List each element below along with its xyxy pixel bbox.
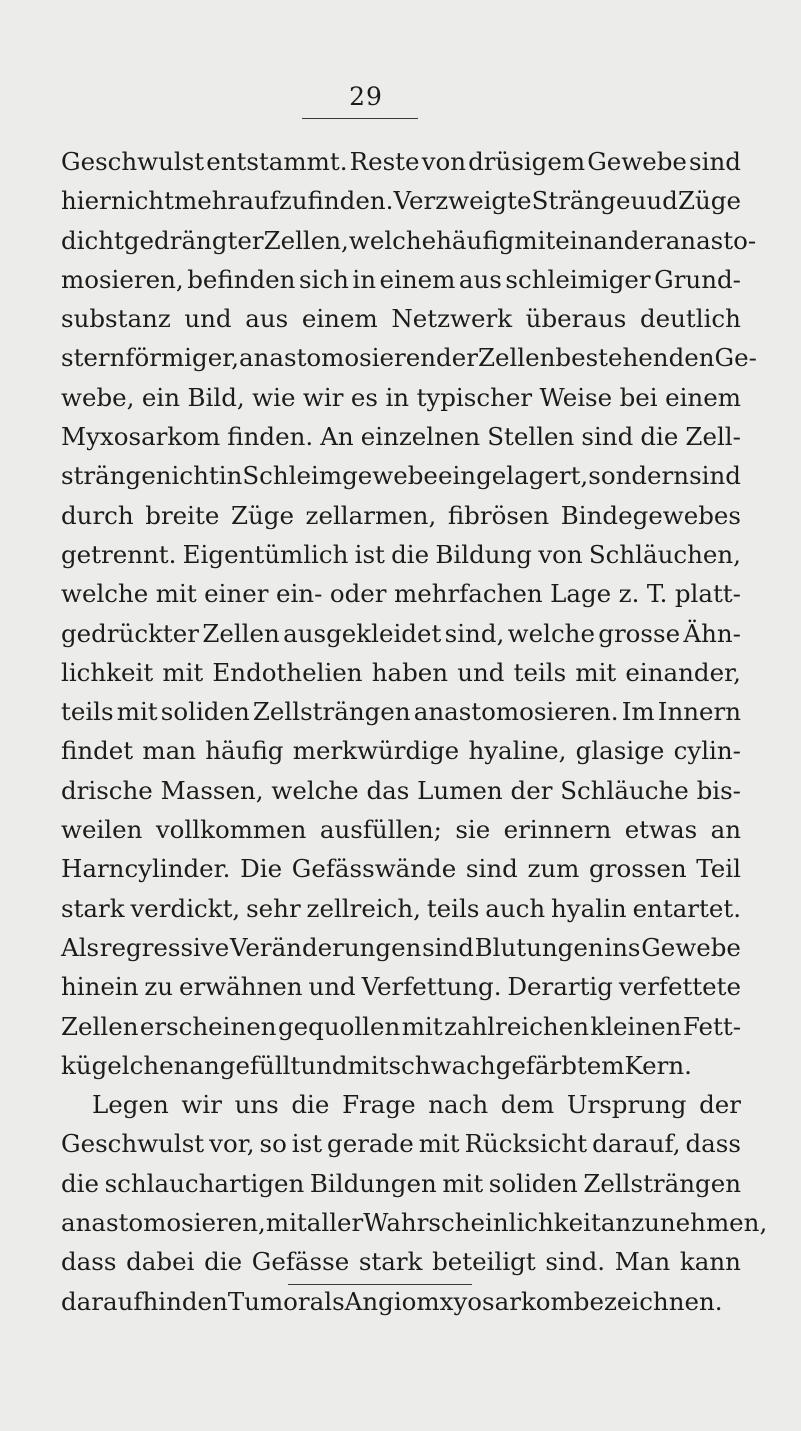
word: finden. [227,422,314,452]
word: Fett- [682,1011,741,1041]
text-line [61,889,741,928]
word: ausgekleidet [283,618,442,648]
word: mit [347,1050,389,1080]
word: Man [614,1247,671,1277]
word: dass [61,1247,117,1277]
word: Angiomxyosarkom [344,1286,574,1316]
text-line [61,338,757,377]
text-line [61,417,741,456]
word: sehr [246,893,301,923]
word: oder [329,579,387,609]
word: Ge- [714,343,757,373]
word: Grund- [654,264,741,294]
word: ausfüllen; [319,815,442,845]
word: Rücksicht [464,1129,588,1159]
word: häufig [205,736,284,766]
word: deutlich [639,304,741,334]
word: einem [665,382,741,412]
word: mit [116,697,158,727]
word: Züge [230,500,294,530]
word: Im [621,697,655,727]
word: nicht [155,461,219,491]
word: Frage [342,1090,416,1120]
word: anzunehmen, [600,1208,768,1238]
word: mehr [174,186,240,216]
word: häufig [436,225,515,255]
word: einander, [625,657,741,687]
word: breite [145,500,220,530]
text-line [61,535,741,574]
word: zellarmen, [305,500,437,530]
word: Massen, [160,775,264,805]
word: gedrängter [123,225,264,255]
word: soliden [488,1168,578,1198]
word: das [366,775,410,805]
word: erinnern [503,815,612,845]
word: welche [61,579,149,609]
word: uns [234,1090,279,1120]
word: aller [306,1208,364,1238]
word: mit [575,657,617,687]
word: welche [348,225,437,255]
word: bezeichnen. [573,1286,723,1316]
word: Veränderungen [229,932,422,962]
word: gedrückter [61,618,199,648]
word: in [218,461,243,491]
word: in [352,264,377,294]
word: ein [141,382,181,412]
word: Verfettung. [361,972,502,1002]
word: Kern. [624,1050,692,1080]
word: mit [155,579,197,609]
word: An [320,422,354,452]
word: Züge [678,186,741,216]
word: Endothelien [212,657,363,687]
text-line [61,692,741,731]
text-line [61,1164,741,1203]
text-line [61,260,741,299]
word: gefärbtem [495,1050,625,1080]
word: teils [61,697,114,727]
word: zum [527,854,580,884]
word: Geschwulst [61,1129,205,1159]
word: typischer [416,382,533,412]
word: sind [465,854,518,884]
word: entstammt. [206,147,348,176]
word: Derartig [507,972,613,1002]
word: Innern [657,697,741,727]
word: Zellen [61,1011,139,1041]
word: zellreich, [306,893,421,923]
word: Verzweigte [393,186,532,216]
word: z. [618,579,640,609]
word: bei [619,382,658,412]
word: anastomosieren. [413,697,619,727]
word: findet [61,736,134,766]
word: und [457,657,505,687]
text-line [61,1046,741,1085]
word: Netzwerk [391,304,513,334]
word: Lage [550,579,612,609]
word: Ähn- [683,618,741,648]
word: und [300,1050,348,1080]
word: einander [555,225,666,255]
word: ein- [275,579,323,609]
word: Myxosarkom [61,422,221,452]
word: hier [61,186,111,216]
word: Zellsträngen [583,1168,741,1198]
text-line [61,928,741,967]
text-line [61,1242,741,1281]
word: mit [265,1208,307,1238]
text-line [61,181,741,220]
text-line [61,456,741,495]
word: Legen [92,1090,169,1120]
word: vollkommen [155,815,307,845]
word: grossen [589,854,687,884]
word: Weise [539,382,613,412]
word: Gefässe [251,1247,350,1277]
word: sind. [545,1247,606,1277]
word: Bild, [187,382,245,412]
word: Eigentümlich [182,539,349,569]
word: schlauchartigen [104,1168,305,1198]
word: stark [61,893,125,923]
text-line [61,653,741,692]
text-line [61,731,741,770]
text-line [61,299,741,338]
word: Die [240,854,283,884]
word: Tumor [227,1286,310,1316]
word: angefüllt [189,1050,301,1080]
word: stränge [61,461,156,491]
word: Stränge [531,186,631,216]
word: anastomosieren, [61,1208,266,1238]
word: zahlreichen [444,1011,589,1041]
word: erwähnen [178,972,303,1002]
word: haben [371,657,449,687]
word: einer [204,579,269,609]
word: entartet. [632,893,741,923]
word: nach [428,1090,489,1120]
word: daraufhin [61,1286,182,1316]
text-line [61,378,741,417]
word: glasige [575,736,665,766]
text-line [61,496,741,535]
text-line [61,1085,741,1124]
text-line [61,1124,741,1163]
word: grosse [598,618,681,648]
word: teils [426,893,480,923]
word: anastomosierender [239,343,478,373]
word: drische [61,775,153,805]
word: die [640,422,679,452]
word: teils [513,657,567,687]
word: sind [422,932,474,962]
body-text [61,142,768,1321]
word: cylin- [673,736,741,766]
word: aus [458,264,502,294]
text-line [61,1007,741,1046]
word: aufzufinden. [239,186,394,216]
word: ist [354,539,385,569]
word: sind [689,461,741,491]
word: mit [442,1168,484,1198]
word: sind, [444,618,505,648]
word: ins [604,932,641,962]
word: wir [181,1090,222,1120]
word: man [142,736,197,766]
word: Schleimgewebe [242,461,438,491]
text-line [61,142,741,181]
footer-rule [288,1284,472,1285]
word: aus [245,304,289,334]
word: anasto- [665,225,757,255]
word: erscheinen [139,1011,277,1041]
word: auch [485,893,546,923]
word: stark [358,1247,423,1277]
word: regressive [99,932,230,962]
word: Bindegewebes [560,500,741,530]
word: T. [646,579,668,609]
word: einem [301,304,378,334]
word: Gefässwände [291,854,457,884]
word: Gewebe [587,147,687,176]
word: uud [630,186,678,216]
word: mehrfachen [393,579,543,609]
page-number: 29 [349,82,383,111]
word: so [259,1129,287,1159]
word: wir [302,382,344,412]
text-line [61,849,741,888]
word: durch [61,500,134,530]
word: darauf, [592,1129,681,1159]
word: Zellsträngen [252,697,411,727]
word: einem [379,264,456,294]
text-line [61,1203,768,1242]
word: nicht [110,186,174,216]
word: mit [162,657,204,687]
word: vor, [209,1129,255,1159]
word: sondern [588,461,690,491]
word: Zellen [477,343,556,373]
word: webe, [61,382,135,412]
word: Bildungen [309,1168,437,1198]
word: Zellen, [263,225,349,255]
word: die [291,1090,330,1120]
word: an [710,815,741,845]
word: hyaline, [468,736,567,766]
word: welche [271,775,359,805]
word: Geschwulst [61,147,205,176]
word: bis- [696,775,741,805]
word: es [350,382,378,412]
word: Blutungen [474,932,604,962]
word: sich [298,264,349,294]
word: dem [500,1090,555,1120]
word: mit [401,1011,443,1041]
word: überaus [525,304,627,334]
word: und [308,972,356,1002]
text-line [61,967,741,1006]
header-rule [302,118,418,119]
text-line [61,614,741,653]
text-line [61,771,741,810]
word: etwas [624,815,698,845]
word: Schläuche [560,775,689,805]
word: Schläuchen, [588,539,741,569]
word: Als [61,932,100,962]
text-line [61,1282,741,1321]
word: der [510,775,553,805]
word: kügelchen [61,1050,190,1080]
word: Zell- [685,422,741,452]
text-line [61,574,741,613]
word: mosieren, [61,264,184,294]
word: dabei [126,1247,195,1277]
word: die [204,1247,243,1277]
word: hyalin [551,893,627,923]
word: befinden [187,264,296,294]
word: sie [455,815,491,845]
word: hinein [61,972,139,1002]
word: Ursprung [566,1090,687,1120]
word: zu [144,972,174,1002]
word: die [61,1168,100,1198]
word: mit [418,1129,460,1159]
word: als [309,1286,345,1316]
word: dicht [61,225,124,255]
word: sind [689,147,741,176]
word: Gewebe [641,932,741,962]
word: von [421,147,466,176]
word: kleinen [590,1011,682,1041]
word: soliden [160,697,250,727]
word: Teil [696,854,741,884]
word: ist [291,1129,323,1159]
word: substanz [61,304,171,334]
word: eingelagert, [437,461,589,491]
text-line [61,221,757,260]
word: getrennt. [61,539,177,569]
word: gequollen [277,1011,401,1041]
word: kann [679,1247,741,1277]
word: Bildung [435,539,532,569]
word: beteiligt [432,1247,536,1277]
word: der [699,1090,741,1120]
word: gerade [327,1129,414,1159]
word: verdickt, [130,893,241,923]
word: dass [685,1129,741,1159]
word: verfettete [618,972,741,1002]
word: bestehenden [555,343,715,373]
word: Harncylinder. [61,854,231,884]
word: lichkeit [61,657,154,687]
word: einzelnen [360,422,481,452]
word: sind [581,422,634,452]
word: sternförmiger, [61,343,239,373]
word: Zellen [202,618,280,648]
word: platt- [674,579,741,609]
word: Lumen [417,775,503,805]
word: welche [507,618,595,648]
word: drüsigem [468,147,586,176]
word: Wahrscheinlichkeit [363,1208,601,1238]
word: wie [252,382,296,412]
word: merkwürdige [292,736,460,766]
word: und [184,304,232,334]
word: in [385,382,410,412]
word: schleimiger [505,264,651,294]
word: von [538,539,583,569]
word: mit [514,225,556,255]
word: den [181,1286,228,1316]
word: schwach [388,1050,496,1080]
text-line [61,810,741,849]
word: weilen [61,815,143,845]
word: Reste [349,147,420,176]
word: die [391,539,430,569]
word: fibrösen [447,500,550,530]
word: Stellen [487,422,575,452]
